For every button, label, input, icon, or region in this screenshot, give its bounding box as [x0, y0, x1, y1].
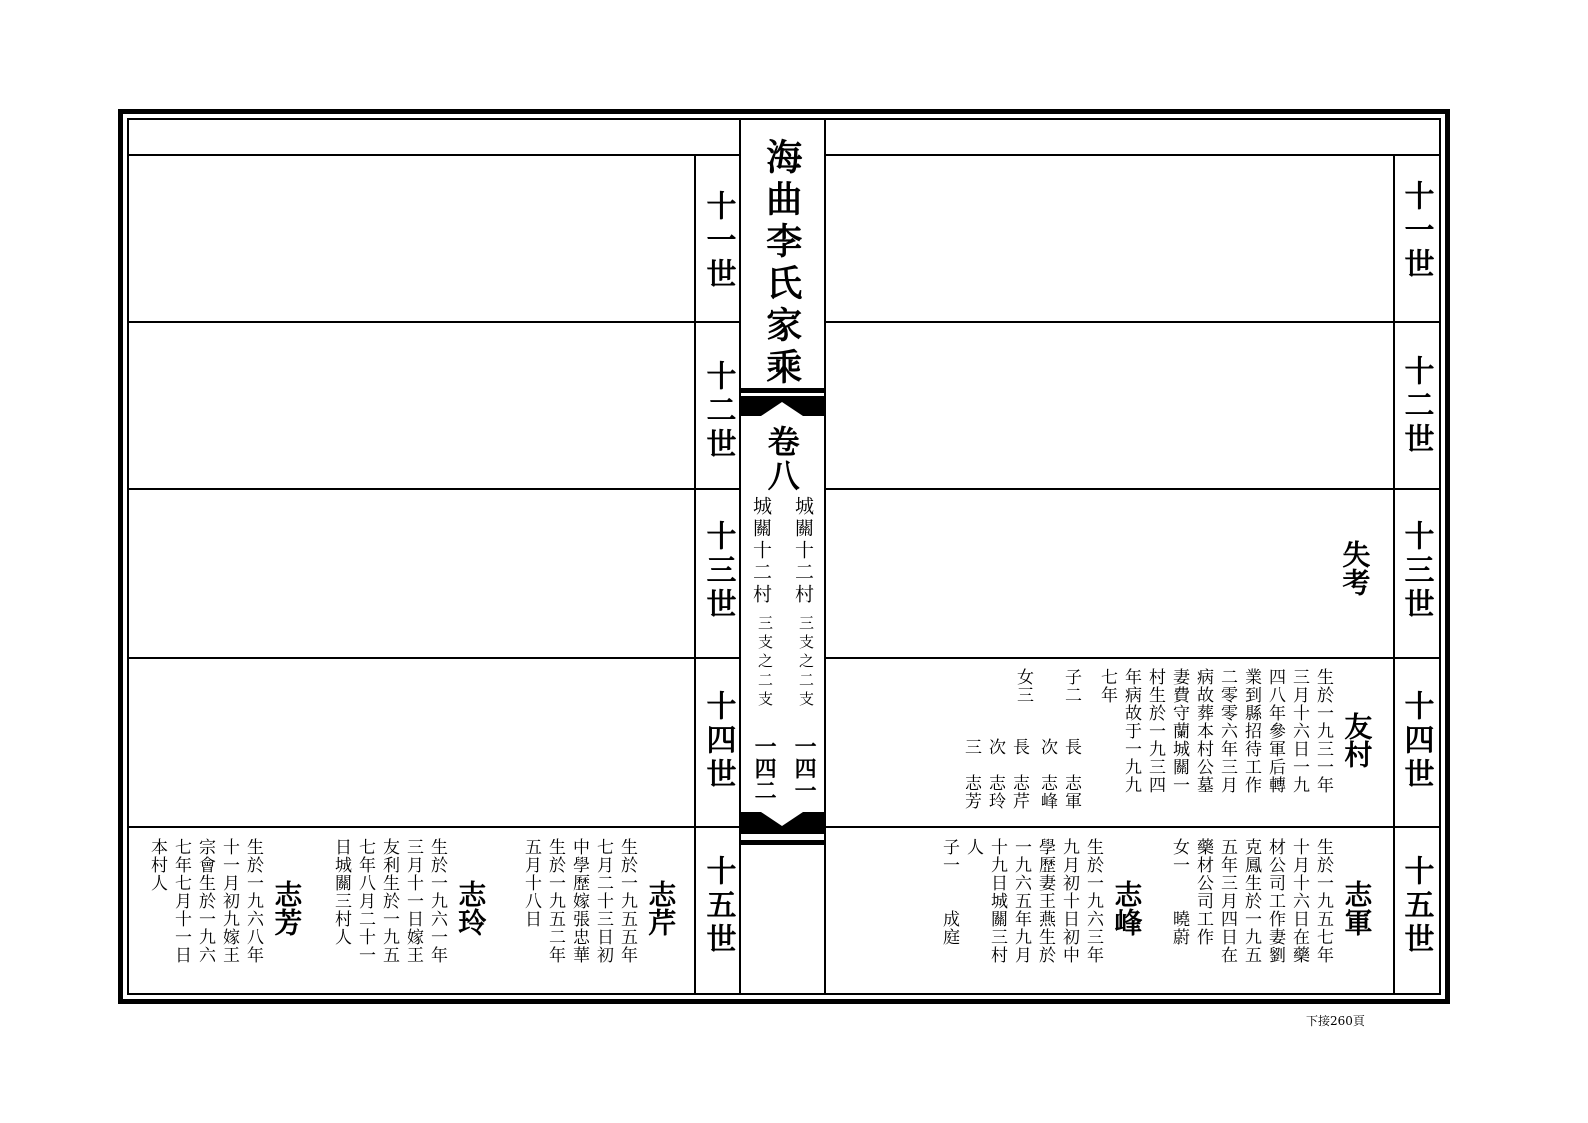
right-gen-column-border: [1393, 154, 1395, 995]
spine-left-border: [739, 118, 741, 995]
bio-line: 中學歷嫁張忠華: [569, 838, 589, 964]
continued-page-note: 下接260頁: [1306, 1014, 1365, 1028]
spine-right-page-number: 一四一: [791, 735, 818, 801]
spine-right-branch: 三支之二支: [797, 615, 815, 710]
bio-line: 七月二十三日初: [593, 838, 613, 964]
left-gen-label-11: 十一世: [700, 190, 736, 292]
sons-label: 子二: [1061, 668, 1081, 704]
bio-line: 病故葬本村公墓: [1193, 668, 1213, 794]
right-row-rule: [826, 321, 1441, 323]
bio-line: 學歷妻王燕生於: [1035, 838, 1055, 964]
bio-line: 十月十六日在藥: [1289, 838, 1309, 964]
bio-line: 十一月初九嫁王: [219, 838, 239, 964]
left-row-rule: [127, 657, 739, 659]
right-row-rule: [826, 826, 1441, 828]
upper-fishtail-ornament: [741, 388, 824, 420]
volume-number: 卷八: [762, 425, 801, 493]
right-top-rule: [826, 154, 1441, 156]
bio-line: 四八年參軍后轉: [1265, 668, 1285, 794]
person-name-zhifeng: 志峰: [1110, 880, 1144, 936]
bio-line: 二零零六年三月: [1217, 668, 1237, 794]
bio-line: 九月初十日初中: [1059, 838, 1079, 964]
left-gen-label-14: 十四世: [700, 690, 736, 792]
son-entry: 長 志軍: [1061, 738, 1081, 810]
right-gen-label-14: 十四世: [1398, 690, 1434, 792]
bio-line: 五年三月四日在: [1217, 838, 1237, 964]
bio-line: 克鳳生於一九五: [1241, 838, 1261, 964]
bio-line: 本村人: [147, 838, 167, 892]
spine-left-branch: 三支之二支: [756, 615, 774, 710]
person-name-zhifang: 志芳: [270, 880, 304, 936]
daughters-label: 女三: [1013, 668, 1033, 704]
bio-line: 材公司工作妻劉: [1265, 838, 1285, 964]
bio-line: 業到縣招待工作: [1241, 668, 1261, 794]
bio-line: 七年七月十一日: [171, 838, 191, 964]
bio-line: 一九六五年九月: [1011, 838, 1031, 964]
bio-line: 妻費守蘭城關一: [1169, 668, 1189, 794]
bio-line: 人: [963, 838, 983, 856]
bio-line: 三月十六日一九: [1289, 668, 1309, 794]
left-row-rule: [127, 321, 739, 323]
book-title: 海曲李氏家乘: [760, 138, 803, 390]
bio-line: 女一 曉蔚: [1169, 838, 1189, 946]
left-gen-label-13: 十三世: [700, 520, 736, 622]
spine-left-village: 城關十二村: [750, 496, 772, 606]
bio-line: 生於一九六一年: [427, 838, 447, 964]
left-row-rule: [127, 826, 739, 828]
left-gen-label-12: 十二世: [700, 360, 736, 462]
left-gen-column-border: [694, 154, 696, 995]
bio-line: 友利生於一九五: [379, 838, 399, 964]
bio-line: 年病故于一九九: [1121, 668, 1141, 794]
bio-line: 七年: [1097, 668, 1117, 704]
left-row-rule: [127, 488, 739, 490]
right-gen-label-15: 十五世: [1398, 855, 1434, 957]
spine-right-border: [824, 118, 826, 995]
bio-line: 子一 成庭: [939, 838, 959, 946]
spine-left-page-number: 一四二: [751, 735, 778, 801]
person-name-unknown: 失考: [1338, 540, 1372, 596]
bio-line: 日城關三村人: [331, 838, 351, 946]
right-gen-label-13: 十三世: [1398, 520, 1434, 622]
spine-right-village: 城關十二村: [792, 496, 814, 606]
bio-line: 生於一九六三年: [1083, 838, 1103, 964]
bio-line: 宗會生於一九六: [195, 838, 215, 964]
person-name-zhiqin: 志芹: [644, 880, 678, 936]
daughter-entry: 長 志芹: [1009, 738, 1029, 810]
bio-line: 生於一九六八年: [243, 838, 263, 964]
son-entry: 次 志峰: [1037, 738, 1057, 810]
person-name-zhiling: 志玲: [454, 880, 488, 936]
bio-line: 村生於一九三四: [1145, 668, 1165, 794]
daughter-entry: 次 志玲: [985, 738, 1005, 810]
person-name-zhijun: 志軍: [1340, 880, 1374, 936]
bio-line: 生於一九五七年: [1313, 838, 1333, 964]
bio-line: 十九日城關三村: [987, 838, 1007, 964]
lower-fishtail-ornament: [741, 812, 824, 848]
left-top-rule: [127, 154, 739, 156]
bio-line: 七年八月二十一: [355, 838, 375, 964]
right-row-rule: [826, 657, 1441, 659]
bio-line: 五月十八日: [521, 838, 541, 928]
bio-line: 三月十一日嫁王: [403, 838, 423, 964]
left-gen-label-15: 十五世: [700, 855, 736, 957]
bio-line: 生於一九五五年: [617, 838, 637, 964]
person-name-youcun: 友村: [1340, 712, 1374, 768]
right-row-rule: [826, 488, 1441, 490]
bio-line: 生於一九三一年: [1313, 668, 1333, 794]
bio-line: 藥材公司工作: [1193, 838, 1213, 946]
daughter-entry: 三 志芳: [961, 738, 981, 810]
right-gen-label-11: 十一世: [1398, 180, 1434, 282]
bio-line: 生於一九五二年: [545, 838, 565, 964]
right-gen-label-12: 十二世: [1398, 355, 1434, 457]
